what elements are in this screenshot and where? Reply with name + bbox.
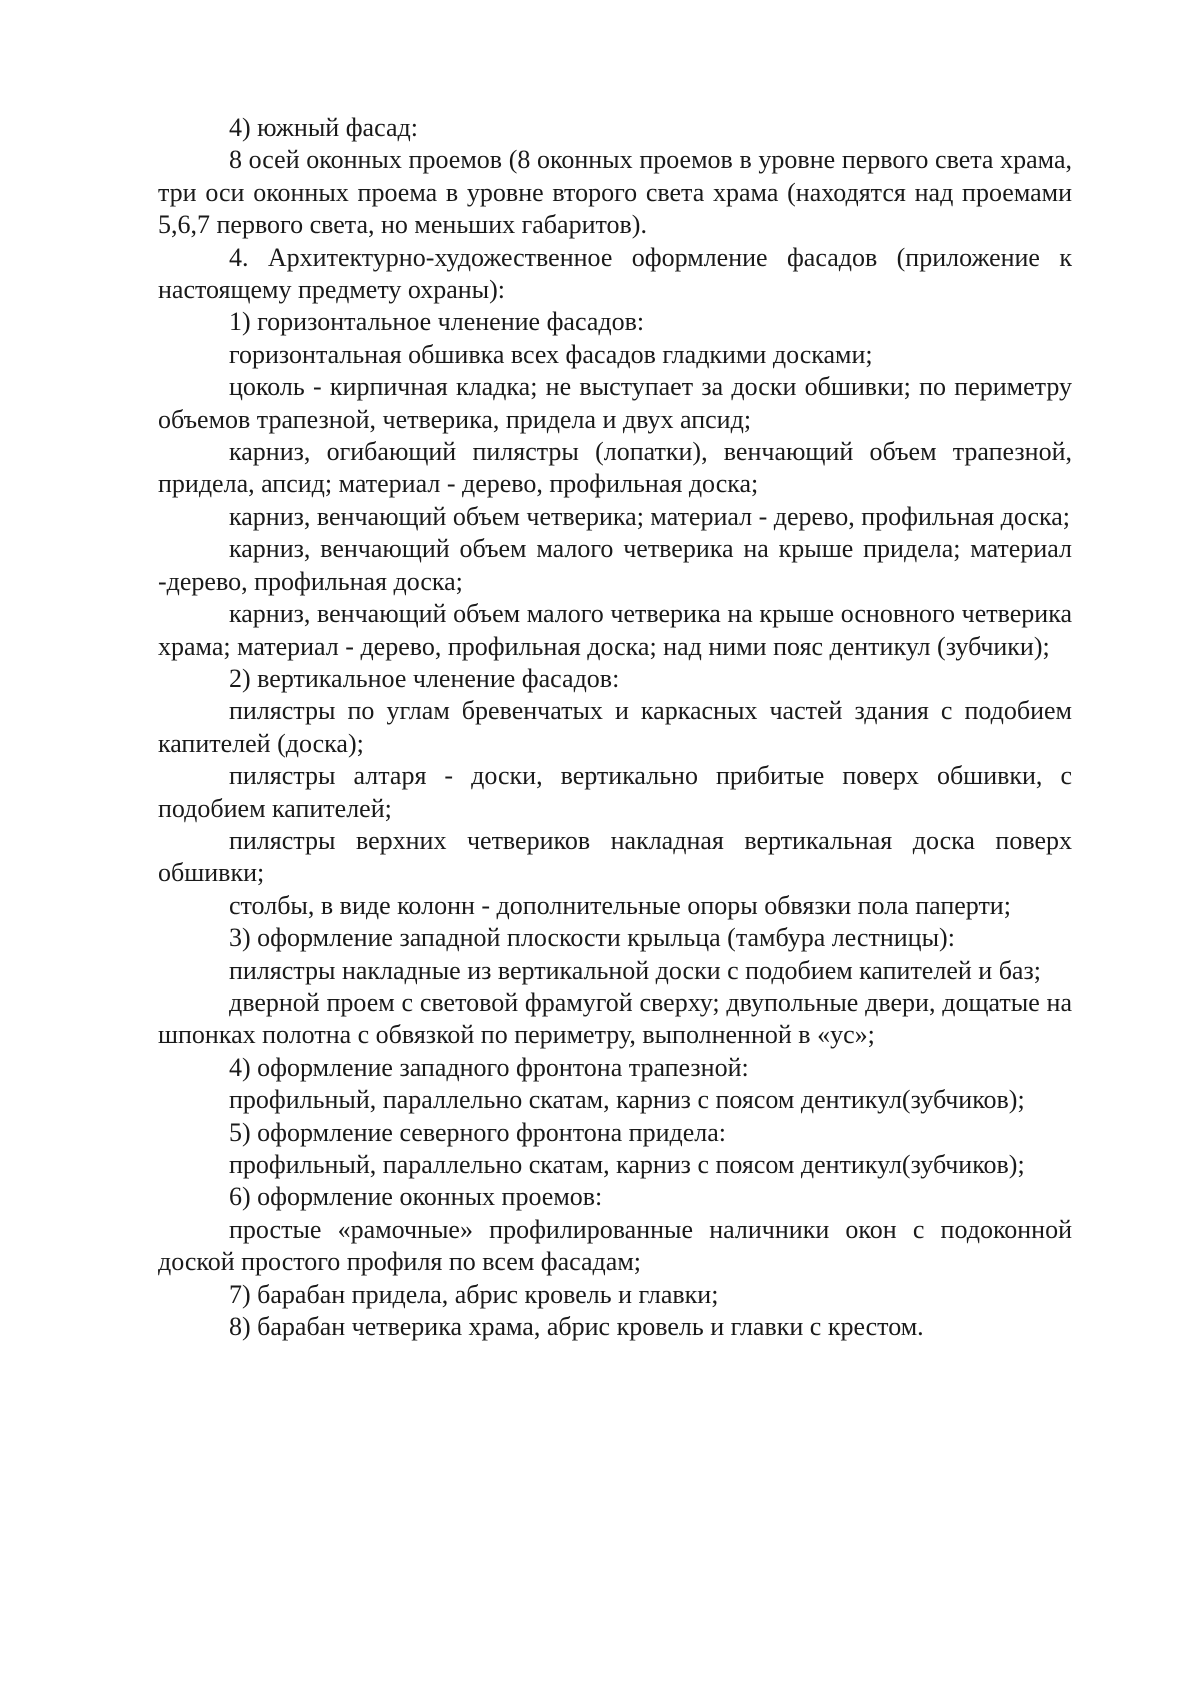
paragraph-porch-heading: 3) оформление западной плоскости крыльца (тамбура лестницы): — [229, 923, 955, 953]
paragraph-windows-heading: 6) оформление оконных проемов: — [229, 1182, 603, 1212]
document-page — [158, 112, 1072, 1343]
paragraph-plinth: цоколь - кирпичная кладка; не выступает за доски обшивки; по периметру объемов трапезной, четверика, придела и двух апсид; — [158, 372, 1072, 434]
paragraph-pilasters-altar: пилястры алтаря - доски, вертикально прибитые поверх обшивки, с подобием капителей; — [158, 761, 1072, 823]
paragraph-window-axes: 8 осей оконных проемов (8 оконных проемов в уровне первого света храма, три оси оконных проема в уровне второго света храма (находятся над проемами 5,6,7 первого света, но меньших габаритов). — [158, 145, 1072, 240]
paragraph-cornice-chetverik: карниз, венчающий объем четверика; материал - дерево, профильная доска; — [229, 501, 1071, 531]
paragraph-vertical-division-heading: 2) вертикальное членение фасадов: — [229, 663, 620, 693]
paragraph-cornice-refectory: карниз, огибающий пилястры (лопатки), венчающий объем трапезной, придела, апсид; материал - дерево, профильная доска; — [158, 437, 1072, 499]
paragraph-north-pediment-heading: 5) оформление северного фронтона придела: — [229, 1117, 727, 1147]
paragraph-porch-pilasters: пилястры накладные из вертикальной доски с подобием капителей и баз; — [229, 955, 1041, 985]
paragraph-cornice-small-chetverik-main: карниз, венчающий объем малого четверика на крыше основного четверика храма; материал - дерево, профильная доска; над ними пояс дентикул (зубчики); — [158, 599, 1072, 661]
paragraph-south-facade-heading: 4) южный фасад: — [229, 113, 418, 142]
paragraph-pilasters-upper: пилястры верхних четвериков накладная вертикальная доска поверх обшивки; — [158, 825, 1072, 888]
paragraph-window-trims: простые «рамочные» профилированные наличники окон с подоконной доской простого профиля по всем фасадам; — [158, 1214, 1072, 1277]
paragraph-horizontal-cladding: горизонтальная обшивка всех фасадов гладкими досками; — [229, 339, 873, 369]
paragraph-cornice-small-chetverik-chapel: карниз, венчающий объем малого четверика на крыше придела; материал -дерево, профильная доска; — [158, 534, 1072, 596]
paragraph-chapel-drum: 7) барабан придела, абрис кровель и главки; — [229, 1279, 719, 1309]
paragraph-door-opening: дверной проем с световой фрамугой сверху; двупольные двери, дощатые на шпонках полотна с обвязкой по периметру, выполненной в «ус»; — [158, 987, 1072, 1050]
paragraph-horizontal-division-heading: 1) горизонтальное членение фасадов: — [229, 307, 645, 337]
paragraph-west-pediment-heading: 4) оформление западного фронтона трапезной: — [229, 1052, 749, 1082]
paragraph-pillars: столбы, в виде колонн - дополнительные опоры обвязки пола паперти; — [229, 890, 1011, 920]
paragraph-north-pediment-cornice: профильный, параллельно скатам, карниз с поясом дентикул(зубчиков); — [229, 1150, 1025, 1179]
paragraph-west-pediment-cornice: профильный, параллельно скатам, карниз с поясом дентикул(зубчиков); — [229, 1085, 1025, 1115]
paragraph-main-drum: 8) барабан четверика храма, абрис кровель и главки с крестом. — [229, 1312, 924, 1342]
paragraph-section-4-heading: 4. Архитектурно-художественное оформление фасадов (приложение к настоящему предмету охраны): — [158, 242, 1072, 305]
paragraph-pilasters-corners: пилястры по углам бревенчатых и каркасных частей здания с подобием капителей (доска); — [158, 696, 1072, 758]
